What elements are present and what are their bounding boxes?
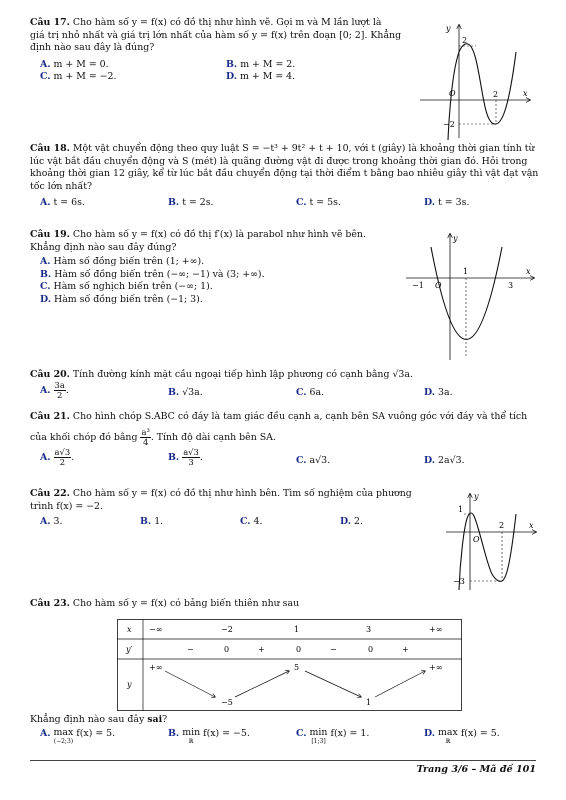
q23-option-d[interactable]: D. max ℝ f(x) = 5. xyxy=(424,727,500,745)
question-23-label: Câu 23. xyxy=(30,598,70,609)
q22-axis-y-label: y xyxy=(474,492,479,501)
table-y-max: 5 xyxy=(294,663,300,672)
q22-option-d[interactable]: D. 2. xyxy=(340,516,363,527)
table-sign-3: + xyxy=(258,645,265,654)
q18-option-c[interactable]: C. t = 5s. xyxy=(296,197,341,208)
q19-axis-y-label: y xyxy=(453,234,458,243)
question-18-stem-line1: Một vật chuyển động theo quy luật S = −t³ + 9t² + t + 10, với t (giây) là khoảng thời gian tính từ xyxy=(72,143,535,154)
q20-option-a[interactable]: A. $\frac{3a}{2}$ . xyxy=(40,380,69,400)
question-18 xyxy=(30,143,540,193)
question-20-stem: Tính đường kính mặt cầu ngoại tiếp hình lập phương có cạnh bằng √3a. xyxy=(72,369,413,380)
table-x-value-5: +∞ xyxy=(429,625,443,634)
q22-xtick-label: 2 xyxy=(499,521,505,530)
table-arrow-3 xyxy=(305,671,361,697)
table-x-value-2: −2 xyxy=(221,625,233,634)
q21-option-d[interactable]: D. 2a√3. xyxy=(424,455,465,466)
question-19-stem-line1: Cho hàm số y = f(x) có đồ thị f′(x) là parabol như hình vẽ bên. xyxy=(72,229,366,240)
q22-option-a[interactable]: A. 3. xyxy=(40,516,63,527)
q22-option-c[interactable]: C. 4. xyxy=(240,516,263,527)
question-23-ask-emphasis: sai xyxy=(147,714,163,725)
q19-option-b[interactable]: B. Hàm số đồng biến trên (−∞; −1) và (3; +∞). xyxy=(40,268,265,280)
question-22-stem-line2: trình f(x) = −2. xyxy=(30,500,103,512)
question-21-label: Câu 21. xyxy=(30,411,70,422)
table-x-value-1: −∞ xyxy=(149,625,163,634)
question-21-stem-line2a: của khối chóp đó bằng xyxy=(30,431,138,443)
q23-option-a[interactable]: A. max (−2;3) f(x) = 5. xyxy=(40,727,116,745)
table-y-min2: 1 xyxy=(366,698,372,707)
question-18-stem-line3: khoảng thời gian 12 giây, kể từ lúc bắt đầu chuyển động tại thời điểm t bằng bao nhiêu giây thì vật đạt vận xyxy=(30,168,539,180)
q17-option-b[interactable]: B. m + M = 2. xyxy=(226,59,296,70)
table-sign-6: 0 xyxy=(368,645,374,654)
q17-max-label: 2 xyxy=(462,36,468,45)
table-x-label: x xyxy=(127,625,132,634)
question-21-stem-line2b: . Tính độ dài cạnh bên SA. xyxy=(150,431,276,443)
q19-option-a[interactable]: A. Hàm số đồng biến trên (1; +∞). xyxy=(40,256,205,267)
q21-option-c[interactable]: C. a√3. xyxy=(296,455,331,466)
q19-root-minus1-label: −1 xyxy=(412,281,424,290)
question-18-stem-line4: tốc lớn nhất? xyxy=(30,180,93,192)
q21-option-b[interactable]: B. $\frac{a√3}{3}$ . xyxy=(168,447,203,467)
q17-axis-y-label: y xyxy=(446,24,451,33)
table-arrow-4 xyxy=(375,671,425,697)
q19-graph xyxy=(404,232,536,362)
q23-option-c[interactable]: C. min [1;3] f(x) = 1. xyxy=(296,727,370,745)
q19-tick-1-label: 1 xyxy=(463,267,469,276)
question-17 xyxy=(30,17,410,55)
table-y-min1: −5 xyxy=(221,698,233,707)
q19-root-3-label: 3 xyxy=(508,281,514,290)
footer-divider xyxy=(30,760,536,761)
table-sign-2: 0 xyxy=(224,645,230,654)
question-18-label: Câu 18. xyxy=(30,143,70,154)
q22-origin-label: O xyxy=(473,535,480,544)
table-yprime-label: y′ xyxy=(126,645,133,654)
question-19-stem-line2: Khẳng định nào sau đây đúng? xyxy=(30,241,177,253)
q22-option-b[interactable]: B. 1. xyxy=(140,516,164,527)
variation-table xyxy=(117,619,462,711)
table-y-label: y xyxy=(127,680,132,689)
q18-option-d[interactable]: D. t = 3s. xyxy=(424,197,470,208)
table-sign-4: 0 xyxy=(296,645,302,654)
q17-origin-label: O xyxy=(449,89,456,98)
table-x-value-4: 3 xyxy=(366,625,372,634)
table-sign-1: − xyxy=(187,645,194,654)
q19-axis-x-label: x xyxy=(526,267,531,276)
question-22-stem-line1: Cho hàm số y = f(x) có đồ thị như hình bên. Tìm số nghiệm của phương xyxy=(72,488,412,499)
question-19-label: Câu 19. xyxy=(30,229,70,240)
q23-option-b[interactable]: B. min ℝ f(x) = −5. xyxy=(168,727,250,745)
q22-max-label: 1 xyxy=(458,505,464,514)
q19-option-c[interactable]: C. Hàm số nghịch biến trên (−∞; 1). xyxy=(40,281,213,292)
q20-option-b[interactable]: B. √3a. xyxy=(168,387,203,398)
table-sign-5: − xyxy=(330,645,337,654)
table-arrow-1 xyxy=(165,671,215,697)
q19-origin-label: O xyxy=(435,281,442,290)
question-19-options xyxy=(40,256,265,306)
question-17-stem-line2: giá trị nhỏ nhất và giá trị lớn nhất của hàm số y = f(x) trên đoạn [0; 2]. Khẳng xyxy=(30,29,402,41)
table-y-left-top: +∞ xyxy=(149,663,163,672)
q17-min-label: −2 xyxy=(443,120,455,129)
q22-axis-x-label: x xyxy=(529,521,534,530)
question-20-label: Câu 20. xyxy=(30,369,70,380)
question-23-ask: Khẳng định nào sau đây sai? xyxy=(30,714,168,725)
question-22-label: Câu 22. xyxy=(30,488,70,499)
question-17-label: Câu 17. xyxy=(30,17,70,28)
q22-min-label: −3 xyxy=(453,577,465,586)
q17-axis-x-label: x xyxy=(523,89,528,98)
question-23-stem: Cho hàm số y = f(x) có bảng biến thiên như sau xyxy=(72,598,300,609)
question-17-stem-line3: định nào sau đây là đúng? xyxy=(30,42,155,54)
q19-option-d[interactable]: D. Hàm số đồng biến trên (−1; 3). xyxy=(40,293,203,305)
q22-graph xyxy=(444,492,538,592)
q17-xtick-label: 2 xyxy=(493,90,499,99)
table-x-value-3: 1 xyxy=(294,625,300,634)
question-17-stem-line1: Cho hàm số y = f(x) có đồ thị như hình vẽ. Gọi m và M lần lượt là xyxy=(72,17,382,28)
q17-option-d[interactable]: D. m + M = 4. xyxy=(226,71,296,82)
question-22 xyxy=(30,488,450,513)
q17-option-c[interactable]: C. m + M = −2. xyxy=(40,71,117,82)
question-21: Câu 21. Cho hình chóp S.ABC có đáy là tam giác đều cạnh a, cạnh bên SA vuông góc với đáy và thể tích của khối chóp đó bằng $\frac{\text{a³}}{4}$ . Tính độ dài cạnh bên SA. xyxy=(30,411,528,447)
table-sign-7: + xyxy=(402,645,409,654)
question-20 xyxy=(30,369,540,382)
question-21-stem-line1: Cho hình chóp S.ABC có đáy là tam giác đều cạnh a, cạnh bên SA vuông góc với đáy và thể tích xyxy=(72,411,528,422)
q18-option-b[interactable]: B. t = 2s. xyxy=(168,197,214,208)
q17-graph xyxy=(416,22,536,140)
q20-option-c[interactable]: C. 6a. xyxy=(296,387,325,398)
q17-option-a[interactable]: A. m + M = 0. xyxy=(40,59,109,70)
q21-option-a[interactable]: A. $\frac{a√3}{2}$ . xyxy=(40,447,75,467)
page-footer: Trang 3/6 – Mã đề 101 xyxy=(416,764,536,775)
table-arrow-2 xyxy=(235,671,289,697)
q18-option-a[interactable]: A. t = 6s. xyxy=(40,197,85,208)
question-18-stem-line2: lúc vật bắt đầu chuyển động và S (mét) là quãng đường vật đi được trong khoảng thời gian đó. Hỏi trong xyxy=(30,155,528,167)
q20-option-d[interactable]: D. 3a. xyxy=(424,387,453,398)
question-19 xyxy=(30,229,410,254)
question-23 xyxy=(30,598,540,611)
table-y-right-top: +∞ xyxy=(429,663,443,672)
